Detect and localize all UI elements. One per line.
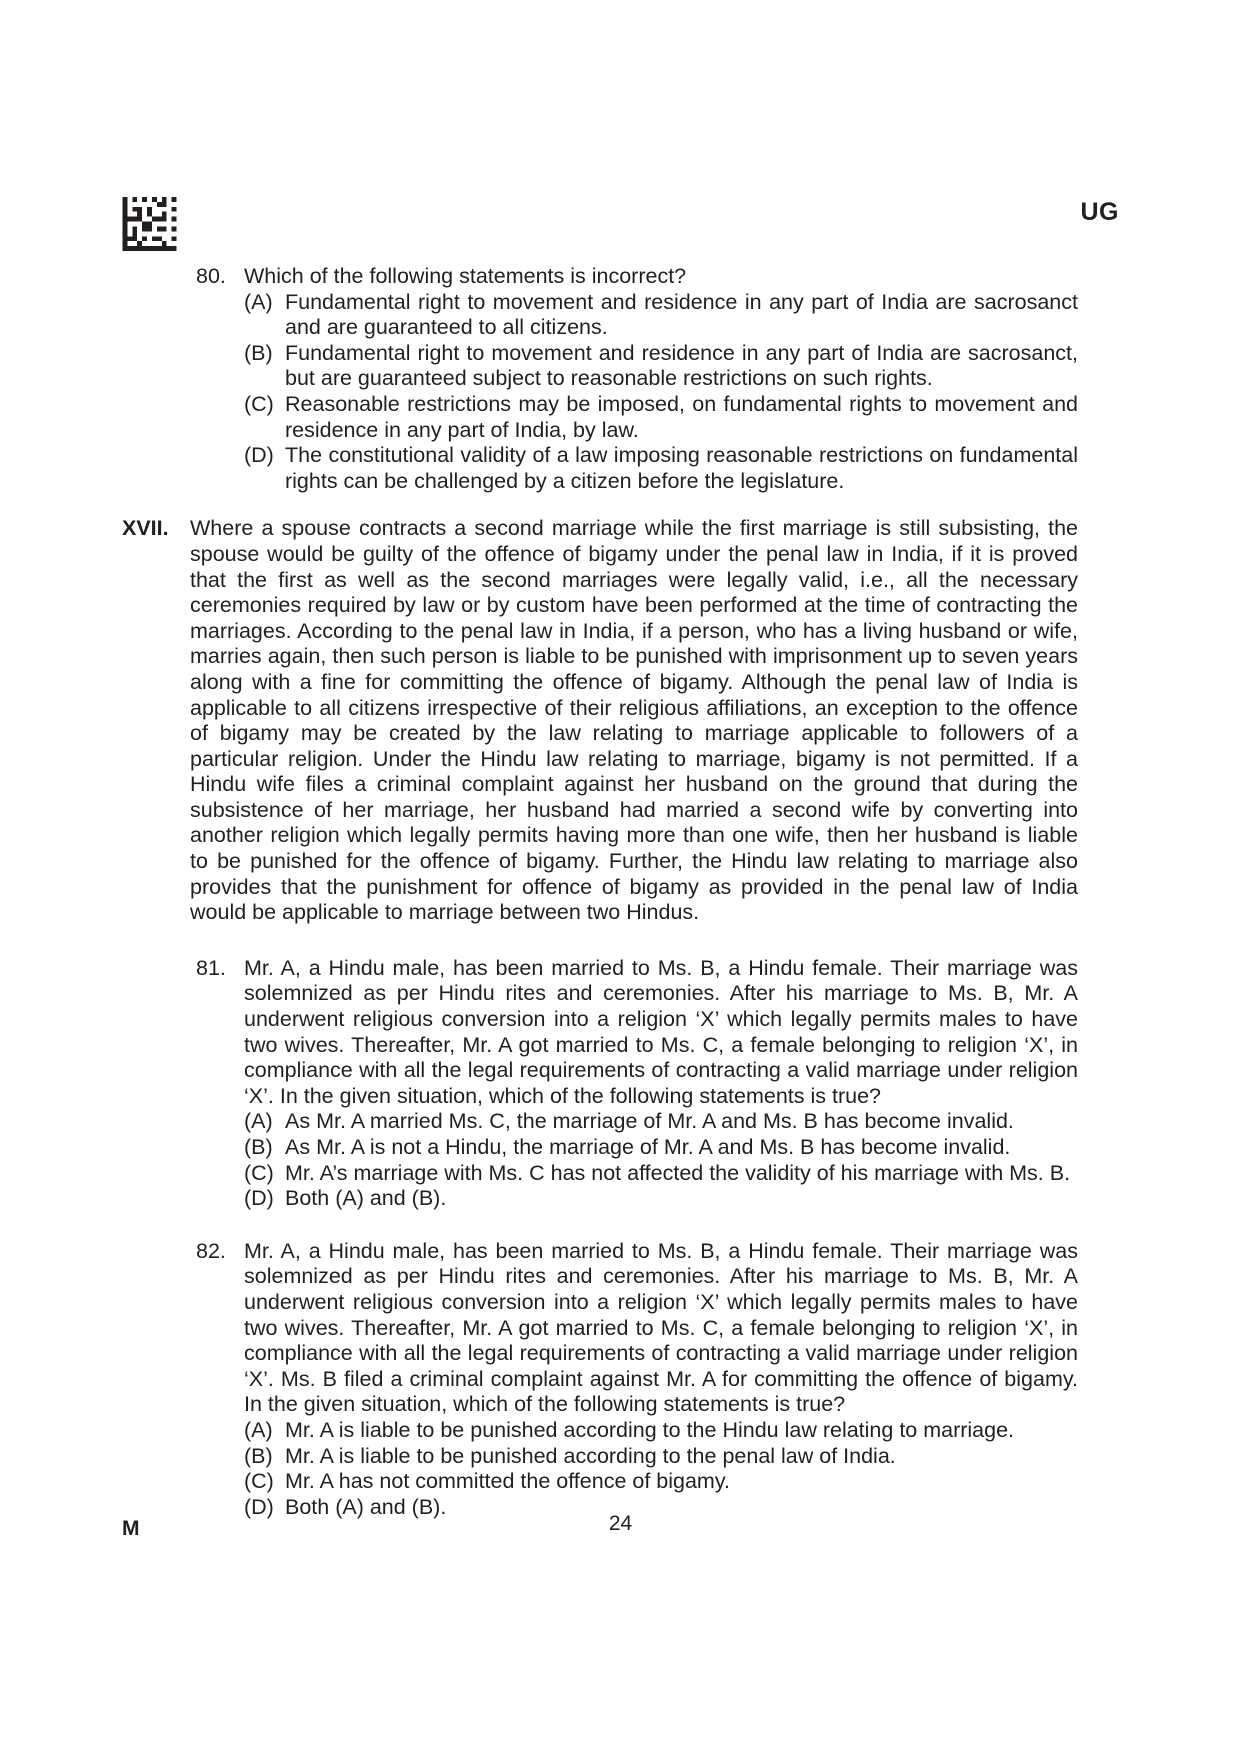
- question-text: Which of the following statements is incorrect?: [244, 264, 687, 288]
- option-d: [244, 443, 1078, 494]
- page-number: 24: [608, 1512, 633, 1535]
- option-letter: (A): [244, 1417, 273, 1442]
- option-letter: (B): [244, 1443, 273, 1468]
- option-letter: (A): [244, 289, 273, 314]
- option-text: Mr. A has not committed the offence of bigamy.: [285, 1469, 730, 1494]
- option-letter: (C): [244, 1160, 274, 1185]
- booklet-code: M: [122, 1517, 140, 1540]
- question-82: [196, 1239, 1078, 1521]
- option-d: [244, 1186, 1078, 1212]
- option-text: Mr. A is liable to be punished according to the Hindu law relating to marriage.: [285, 1417, 1015, 1442]
- option-text: As Mr. A is not a Hindu, the marriage of Mr. A and Ms. B has become invalid.: [285, 1135, 1011, 1159]
- option-letter: (B): [244, 1135, 273, 1159]
- option-b: [244, 1135, 1078, 1161]
- question-number: 81.: [196, 955, 226, 980]
- option-text: Fundamental right to movement and residence in any part of India are sacrosanct, but are guaranteed subject to reasonable restrictions on such rights.: [285, 340, 1078, 391]
- question-text: Mr. A, a Hindu male, has been married to Ms. B, a Hindu female. Their marriage was solemnized as per Hindu rites and ceremonies. After his marriage to Ms. B, Mr. A underwent religious conversion into a religion ‘X’ which legally permits males to have two wives. Thereafter, Mr. A got married to Ms. C, a female belonging to religion ‘X’, in compliance with all the legal requirements of contracting a valid marriage under religion ‘X’. Ms. B filed a criminal complaint against Mr. A for committing the offence of bigamy. In the given situation, which of the following statements is true?: [244, 1238, 1078, 1417]
- question-number: 80.: [196, 264, 226, 288]
- option-letter: (D): [244, 1494, 274, 1519]
- option-text: Fundamental right to movement and residence in any part of India are sacrosanct and are guaranteed to all citizens.: [285, 289, 1078, 340]
- option-letter: (C): [244, 1469, 274, 1494]
- option-c: [244, 1161, 1078, 1187]
- option-a: [244, 290, 1078, 341]
- question-number: 82.: [196, 1238, 226, 1263]
- page-content: [0, 264, 1241, 1520]
- option-letter: (A): [244, 1109, 273, 1134]
- option-c: [244, 392, 1078, 443]
- question-text: Mr. A, a Hindu male, has been married to Ms. B, a Hindu female. Their marriage was solemnized as per Hindu rites and ceremonies. After his marriage to Ms. B, Mr. A underwent religious conversion into a religion ‘X’ which legally permits males to have two wives. Thereafter, Mr. A got married to Ms. C, a female belonging to religion ‘X’, in compliance with all the legal requirements of contracting a valid marriage under religion ‘X’. In the given situation, which of the following statements is true?: [244, 955, 1078, 1108]
- option-text: Mr. A is liable to be punished according to the penal law of India.: [285, 1443, 896, 1468]
- option-a: [244, 1418, 1078, 1444]
- option-text: Reasonable restrictions may be imposed, on fundamental rights to movement and residence in any part of India, by law.: [285, 391, 1078, 442]
- question-81: [196, 956, 1078, 1212]
- question-80: [196, 264, 1078, 494]
- option-text: Both (A) and (B).: [285, 1186, 447, 1211]
- option-a: [244, 1109, 1078, 1135]
- option-letter: (B): [244, 340, 273, 365]
- option-c: [244, 1469, 1078, 1495]
- option-text: Mr. A’s marriage with Ms. C has not affected the validity of his marriage with Ms. B.: [285, 1160, 1071, 1185]
- option-b: [244, 341, 1078, 392]
- option-letter: (C): [244, 391, 274, 416]
- qr-code-icon: [122, 197, 177, 251]
- passage-number: XVII.: [122, 516, 169, 541]
- paper-code: UG: [1080, 198, 1119, 226]
- passage-text: Where a spouse contracts a second marriage while the first marriage is still subsisting, the spouse would be guilty of the offence of bigamy under the penal law in India, if it is proved that the first as well as the second marriages were legally valid, i.e., all the necessary ceremonies required by law or by custom have been performed at the time of contracting the marriages. According to the penal law in India, if a person, who has a living husband or wife, marries again, then such person is liable to be punished with imprisonment up to seven years along with a fine for committing the offence of bigamy. Although the penal law of India is applicable to all citizens irrespective of their religious affiliations, an exception to the offence of bigamy may be created by the law relating to marriage applicable to followers of a particular religion. Under the Hindu law relating to marriage, bigamy is not permitted. If a Hindu wife files a criminal complaint against her husband on the ground that during the subsistence of her marriage, her husband had married a second wife by converting into another religion which legally permits having more than one wife, then her husband is liable to be punished for the offence of bigamy. Further, the Hindu law relating to marriage also provides that the punishment for offence of bigamy as provided in the penal law of India would be applicable to marriage between two Hindus.: [190, 516, 1078, 925]
- option-letter: (D): [244, 443, 274, 468]
- option-text: The constitutional validity of a law imposing reasonable restrictions on fundamental rights can be challenged by a citizen before the legislature.: [285, 443, 1078, 493]
- option-letter: (D): [244, 1186, 274, 1211]
- option-text: Both (A) and (B).: [285, 1494, 447, 1519]
- passage-xvii: [122, 516, 1078, 926]
- option-text: As Mr. A married Ms. C, the marriage of Mr. A and Ms. B has become invalid.: [285, 1109, 1014, 1134]
- option-b: [244, 1444, 1078, 1470]
